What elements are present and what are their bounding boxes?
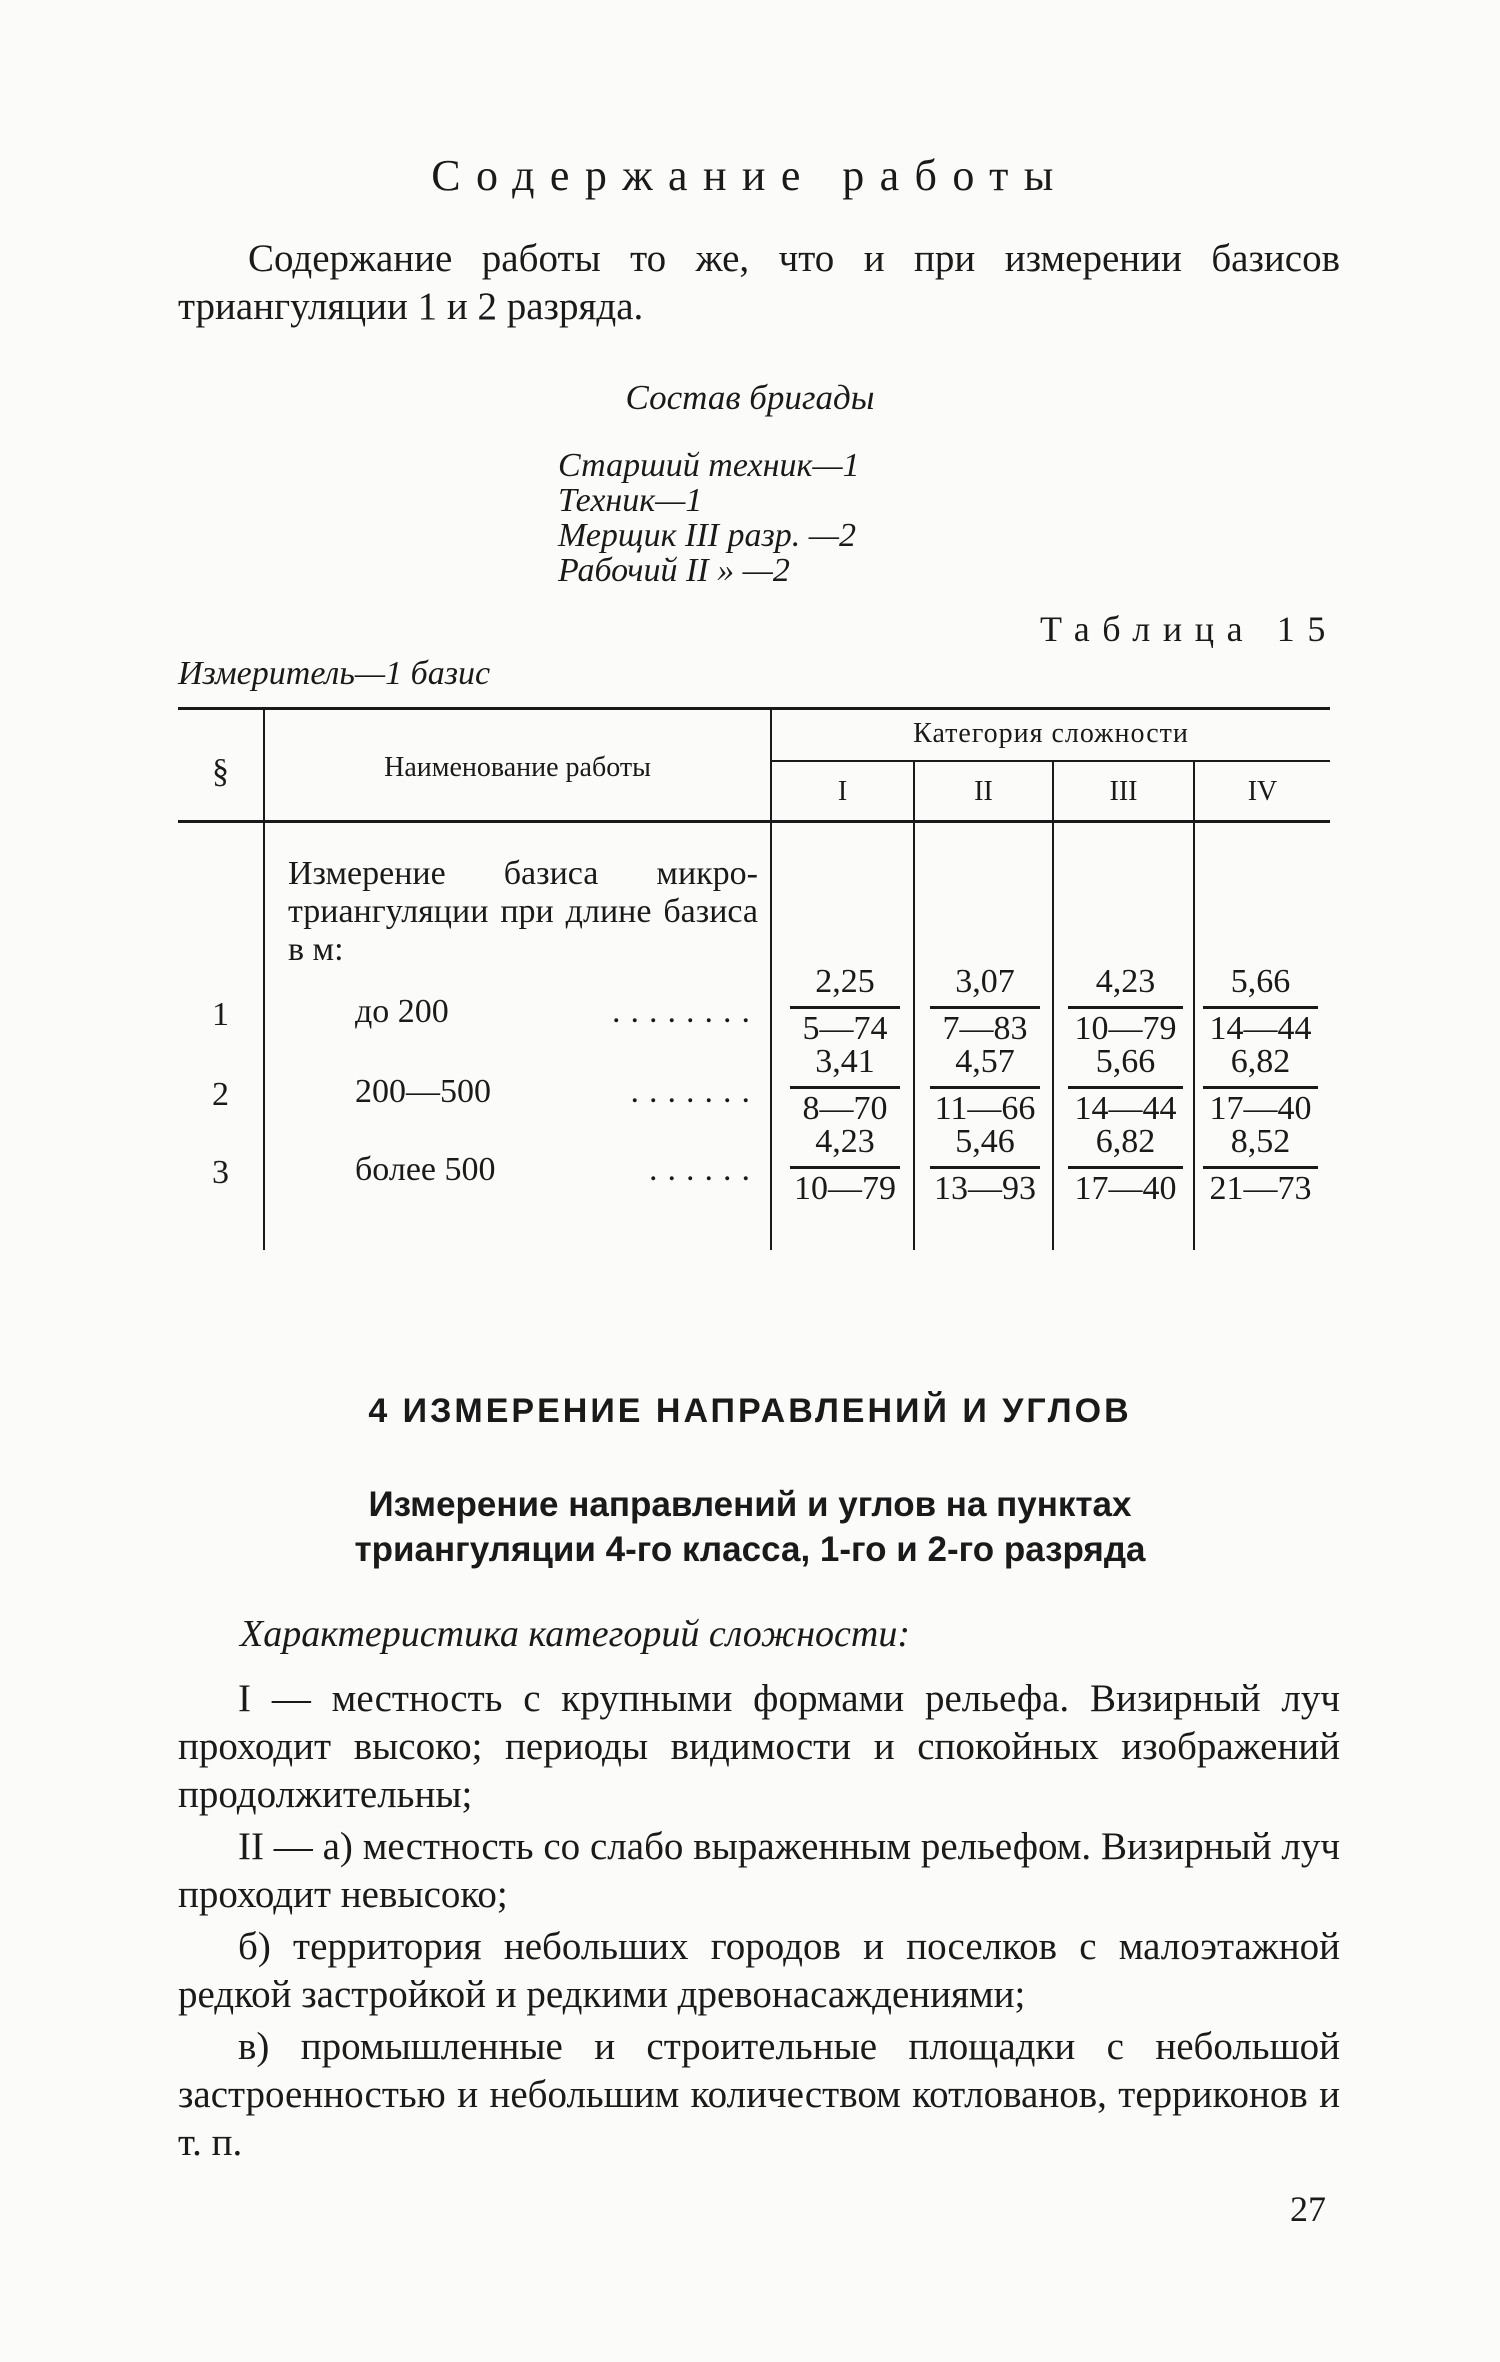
page-number: 27 [1290,2189,1326,2229]
value-denominator: 14—44 [1209,1010,1312,1047]
row-number: 1 [212,996,229,1033]
value-numerator: 3,41 [815,1043,875,1080]
value-denominator: 10—79 [1074,1010,1177,1047]
value-denominator: 21—73 [1209,1170,1312,1207]
header-category-iii: III [1109,776,1138,807]
value-numerator: 6,82 [1230,1043,1291,1080]
header-category-iv: IV [1247,776,1278,807]
crew-title: Состав бригады [625,378,875,417]
value-numerator: 4,57 [955,1043,1015,1080]
value-numerator: 3,07 [955,963,1015,1000]
crew-item: Рабочий II » —2 [558,552,790,589]
paragraph: I — местность с крупными формами рельефа. Визирный луч проходит высоко; периоды видимости и спокойных изображений продолжительны; [178,1677,1340,1816]
paragraph: б) территория небольших городов и поселков с малоэтажной редкой застройкой и редкими древонасаждениями; [178,1925,1340,2016]
value-numerator: 8,52 [1230,1123,1291,1160]
subsection-title [0,1482,1500,1572]
fraction-bar [1203,1006,1318,1009]
section-text: Содержание работы то же, что и при измерении базисов триангуляции 1 и 2 разряда. [178,237,1340,328]
fraction-bar [790,1086,900,1089]
table-intro: Измерение базиса микро-триангуляции при длине базиса в м: [288,855,758,968]
row-number: 2 [212,1076,229,1113]
fraction-bar [790,1166,900,1169]
subsection-title-line: Измерение направлений и углов на пунктах [368,1485,1132,1524]
fraction-bar [1068,1006,1183,1009]
value-denominator: 8—70 [802,1090,888,1127]
table-caption: Таблица 15 [1040,609,1338,649]
fraction-bar [1068,1166,1183,1169]
value-denominator: 7—83 [942,1010,1028,1047]
value-numerator: 6,82 [1095,1123,1156,1160]
fraction-bar [1203,1166,1318,1169]
row-label-text: 200—500 [355,1073,491,1110]
header-bottom-rule [178,820,1330,823]
characteristics-body [178,1675,1340,2167]
fraction-bar [930,1006,1040,1009]
value-denominator: 17—40 [1209,1090,1312,1127]
row-label: до 200 ........ [355,993,760,1030]
value-numerator: 2,25 [815,963,875,1000]
value-numerator: 5,46 [955,1123,1015,1160]
section-title: Содержание работы [431,151,1069,200]
header-category-i: I [837,776,848,807]
value-numerator: 4,23 [815,1123,875,1160]
value-denominator: 13—93 [934,1170,1036,1207]
value-numerator: 4,23 [1095,963,1156,1000]
row-label-text: до 200 [355,993,449,1030]
fraction-bar [1068,1086,1183,1089]
value-numerator: 5,66 [1230,963,1291,1000]
header-work-name: Наименование работы [384,752,651,783]
crew-item: Мерщик III разр. —2 [558,517,856,554]
col-divider [263,710,265,1250]
table-top-rule [178,707,1330,710]
row-label-text: более 500 [355,1151,496,1188]
paragraph: II — а) местность со слабо выраженным рельефом. Визирный луч проходит невысоко; [178,1825,1340,1916]
fraction-bar [1203,1086,1318,1089]
value-denominator: 11—66 [934,1090,1036,1127]
fraction-bar [930,1166,1040,1169]
fraction-bar [930,1086,1040,1089]
value-denominator: 17—40 [1074,1170,1177,1207]
row-label: более 500 ...... [355,1151,760,1188]
fraction-bar [790,1006,900,1009]
value-numerator: 5,66 [1095,1043,1156,1080]
header-category-ii: II [974,776,993,807]
value-denominator: 5—74 [802,1010,888,1047]
characteristics-title: Характеристика категорий сложности: [240,1613,911,1655]
header-category: Категория сложности [913,718,1189,749]
crew-item: Старший техник—1 [558,447,860,484]
chapter-title: 4 ИЗМЕРЕНИЕ НАПРАВЛЕНИЙ И УГЛОВ [368,1392,1132,1430]
subsection-title-line: триангуляции 4-го класса, 1-го и 2-го разряда [354,1530,1146,1569]
paragraph: в) промышленные и строительные площадки с небольшой застроенностью и небольшим количеством котлованов, терриконов и т. п. [178,2025,1340,2164]
value-denominator: 10—79 [794,1170,896,1207]
row-label: 200—500 ....... [355,1073,760,1110]
row-number: 3 [212,1154,229,1191]
header-section: § [212,753,229,790]
value-denominator: 14—44 [1074,1090,1177,1127]
col-divider [913,762,915,1250]
col-divider [1052,762,1054,1250]
col-divider [1193,762,1195,1250]
category-rule [770,760,1330,762]
crew-item: Техник—1 [558,482,703,519]
meter-unit: Измеритель—1 базис [178,655,491,692]
